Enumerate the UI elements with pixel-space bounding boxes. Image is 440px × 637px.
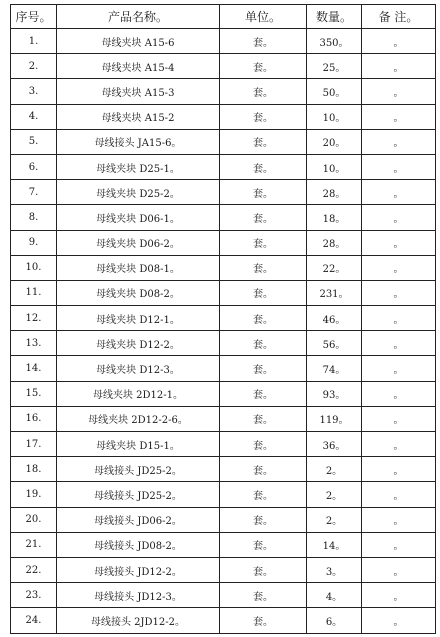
cell-no: 20. — [11, 507, 57, 532]
table-body — [11, 29, 436, 634]
table-row — [11, 79, 436, 104]
cell-qty: 93。 — [307, 381, 362, 406]
cell-name: 母线夹块 D12-2。 — [57, 331, 220, 356]
cell-note: 。 — [362, 557, 436, 582]
cell-no: 23. — [11, 583, 57, 608]
table-row — [11, 507, 436, 532]
cell-unit: 套。 — [220, 154, 307, 179]
table-row — [11, 104, 436, 129]
cell-qty: 28。 — [307, 230, 362, 255]
cell-note: 。 — [362, 583, 436, 608]
cell-no: 7. — [11, 180, 57, 205]
cell-no: 3. — [11, 79, 57, 104]
cell-unit: 套。 — [220, 532, 307, 557]
cell-unit: 套。 — [220, 205, 307, 230]
cell-note: 。 — [362, 79, 436, 104]
cell-qty: 22。 — [307, 255, 362, 280]
cell-name: 母线夹块 2D12-2-6。 — [57, 406, 220, 431]
table-row — [11, 29, 436, 54]
cell-name: 母线夹块 D25-1。 — [57, 154, 220, 179]
cell-no: 24. — [11, 608, 57, 633]
header-no: 序号。 — [11, 5, 57, 29]
cell-unit: 套。 — [220, 129, 307, 154]
cell-unit: 套。 — [220, 432, 307, 457]
cell-name: 母线夹块 A15-6 — [57, 29, 220, 54]
cell-name: 母线接头 2JD12-2。 — [57, 608, 220, 633]
cell-note: 。 — [362, 104, 436, 129]
table-row — [11, 280, 436, 305]
cell-note: 。 — [362, 482, 436, 507]
cell-unit: 套。 — [220, 557, 307, 582]
cell-name: 母线接头 JD12-2。 — [57, 557, 220, 582]
header-name: 产品名称。 — [57, 5, 220, 29]
cell-qty: 4。 — [307, 583, 362, 608]
cell-qty: 10。 — [307, 154, 362, 179]
cell-unit: 套。 — [220, 104, 307, 129]
cell-note: 。 — [362, 54, 436, 79]
cell-no: 11. — [11, 280, 57, 305]
table-row — [11, 154, 436, 179]
cell-unit: 套。 — [220, 54, 307, 79]
table-row — [11, 557, 436, 582]
cell-note: 。 — [362, 381, 436, 406]
cell-note: 。 — [362, 331, 436, 356]
cell-unit: 套。 — [220, 482, 307, 507]
cell-note: 。 — [362, 205, 436, 230]
cell-qty: 2。 — [307, 457, 362, 482]
cell-no: 9. — [11, 230, 57, 255]
table-row — [11, 482, 436, 507]
cell-no: 16. — [11, 406, 57, 431]
cell-no: 5. — [11, 129, 57, 154]
cell-name: 母线夹块 D08-1。 — [57, 255, 220, 280]
table-row — [11, 331, 436, 356]
table-row — [11, 255, 436, 280]
cell-note: 。 — [362, 280, 436, 305]
table-row — [11, 381, 436, 406]
cell-no: 22. — [11, 557, 57, 582]
table-header-row — [11, 5, 436, 29]
cell-name: 母线接头 JD06-2。 — [57, 507, 220, 532]
table-row — [11, 457, 436, 482]
cell-qty: 119。 — [307, 406, 362, 431]
cell-name: 母线接头 JD25-2。 — [57, 482, 220, 507]
product-table — [10, 4, 436, 634]
cell-no: 1. — [11, 29, 57, 54]
cell-name: 母线夹块 D06-2。 — [57, 230, 220, 255]
table-row — [11, 54, 436, 79]
cell-name: 母线夹块 D12-1。 — [57, 306, 220, 331]
cell-qty: 20。 — [307, 129, 362, 154]
table-row — [11, 230, 436, 255]
cell-qty: 3。 — [307, 557, 362, 582]
cell-name: 母线夹块 A15-2 — [57, 104, 220, 129]
cell-unit: 套。 — [220, 331, 307, 356]
table-row — [11, 129, 436, 154]
cell-no: 12. — [11, 306, 57, 331]
table-row — [11, 532, 436, 557]
cell-unit: 套。 — [220, 608, 307, 633]
header-qty: 数量。 — [307, 5, 362, 29]
cell-unit: 套。 — [220, 406, 307, 431]
cell-note: 。 — [362, 255, 436, 280]
cell-qty: 74。 — [307, 356, 362, 381]
cell-note: 。 — [362, 532, 436, 557]
cell-qty: 25。 — [307, 54, 362, 79]
cell-name: 母线接头 JA15-6。 — [57, 129, 220, 154]
cell-name: 母线夹块 D12-3。 — [57, 356, 220, 381]
cell-name: 母线夹块 A15-3 — [57, 79, 220, 104]
table-row — [11, 306, 436, 331]
cell-name: 母线接头 JD08-2。 — [57, 532, 220, 557]
cell-no: 10. — [11, 255, 57, 280]
cell-no: 13. — [11, 331, 57, 356]
header-note: 备 注。 — [362, 5, 436, 29]
cell-name: 母线夹块 D15-1。 — [57, 432, 220, 457]
cell-note: 。 — [362, 457, 436, 482]
cell-no: 15. — [11, 381, 57, 406]
cell-name: 母线夹块 D08-2。 — [57, 280, 220, 305]
table-row — [11, 583, 436, 608]
cell-note: 。 — [362, 29, 436, 54]
cell-no: 18. — [11, 457, 57, 482]
cell-qty: 6。 — [307, 608, 362, 633]
cell-note: 。 — [362, 356, 436, 381]
cell-name: 母线接头 JD12-3。 — [57, 583, 220, 608]
product-table-sheet — [10, 4, 435, 634]
cell-qty: 50。 — [307, 79, 362, 104]
cell-note: 。 — [362, 180, 436, 205]
cell-no: 8. — [11, 205, 57, 230]
cell-no: 17. — [11, 432, 57, 457]
cell-no: 2. — [11, 54, 57, 79]
cell-qty: 350。 — [307, 29, 362, 54]
cell-qty: 28。 — [307, 180, 362, 205]
cell-unit: 套。 — [220, 79, 307, 104]
cell-qty: 10。 — [307, 104, 362, 129]
cell-qty: 46。 — [307, 306, 362, 331]
cell-qty: 2。 — [307, 482, 362, 507]
table-row — [11, 180, 436, 205]
cell-unit: 套。 — [220, 180, 307, 205]
cell-qty: 231。 — [307, 280, 362, 305]
table-row — [11, 356, 436, 381]
cell-name: 母线夹块 2D12-1。 — [57, 381, 220, 406]
cell-name: 母线夹块 D06-1。 — [57, 205, 220, 230]
cell-qty: 56。 — [307, 331, 362, 356]
cell-unit: 套。 — [220, 507, 307, 532]
cell-no: 19. — [11, 482, 57, 507]
cell-unit: 套。 — [220, 255, 307, 280]
cell-unit: 套。 — [220, 583, 307, 608]
cell-note: 。 — [362, 432, 436, 457]
cell-unit: 套。 — [220, 457, 307, 482]
cell-name: 母线夹块 A15-4 — [57, 54, 220, 79]
cell-qty: 18。 — [307, 205, 362, 230]
cell-no: 4. — [11, 104, 57, 129]
cell-note: 。 — [362, 154, 436, 179]
cell-name: 母线夹块 D25-2。 — [57, 180, 220, 205]
cell-note: 。 — [362, 230, 436, 255]
cell-unit: 套。 — [220, 306, 307, 331]
cell-unit: 套。 — [220, 280, 307, 305]
table-row — [11, 205, 436, 230]
table-row — [11, 432, 436, 457]
cell-unit: 套。 — [220, 230, 307, 255]
header-unit: 单位。 — [220, 5, 307, 29]
cell-no: 6. — [11, 154, 57, 179]
table-row — [11, 406, 436, 431]
cell-note: 。 — [362, 129, 436, 154]
cell-note: 。 — [362, 406, 436, 431]
cell-qty: 14。 — [307, 532, 362, 557]
table-row — [11, 608, 436, 633]
cell-unit: 套。 — [220, 381, 307, 406]
cell-no: 14. — [11, 356, 57, 381]
cell-note: 。 — [362, 608, 436, 633]
cell-qty: 36。 — [307, 432, 362, 457]
cell-qty: 2。 — [307, 507, 362, 532]
cell-unit: 套。 — [220, 29, 307, 54]
cell-unit: 套。 — [220, 356, 307, 381]
cell-note: 。 — [362, 306, 436, 331]
cell-note: 。 — [362, 507, 436, 532]
cell-no: 21. — [11, 532, 57, 557]
cell-name: 母线接头 JD25-2。 — [57, 457, 220, 482]
